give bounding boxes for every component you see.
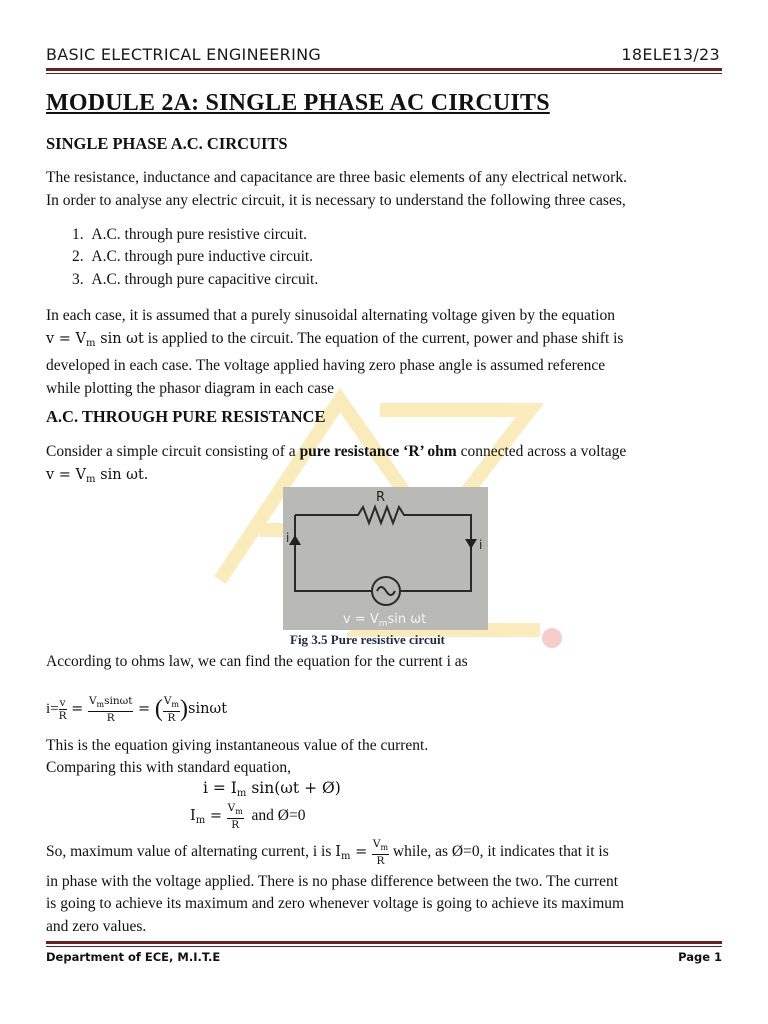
footer-rule-thin — [46, 946, 722, 947]
text-line: The resistance, inductance and capacitance are three basic elements of any electrical network. — [46, 169, 627, 186]
header-rule — [46, 68, 722, 71]
footer-page-number: Page 1 — [678, 950, 722, 964]
im-equation: $I_m$ = $\frac{V_m}{R}$ and Ø=0 — [190, 802, 306, 831]
text-line: So, maximum value of alternating current, i is $I_m$ = $\frac{V_m}{R}$ while, as Ø=0, it indicates that it is — [46, 838, 609, 867]
ohms-law-line: According to ohms law, we can find the equation for the current i as — [46, 653, 468, 670]
header-rule-thin — [46, 73, 722, 74]
text-line: developed in each case. The voltage applied having zero phase angle is assumed reference — [46, 357, 606, 374]
circuit-figure — [283, 487, 488, 630]
current-label-right: i — [479, 538, 483, 552]
header-course-title: BASIC ELECTRICAL ENGINEERING — [46, 45, 322, 64]
text-line: $v = V_m$ sin ωt. — [46, 466, 149, 485]
module-title: MODULE 2A: SINGLE PHASE AC CIRCUITS — [46, 90, 550, 116]
section-heading: SINGLE PHASE A.C. CIRCUITS — [46, 134, 288, 153]
text-line: In each case, it is assumed that a purely sinusoidal alternating voltage given by the equation — [46, 307, 616, 324]
text-line: while plotting the phasor diagram in each case — [46, 379, 334, 397]
text-line: in phase with the voltage applied. There is no phase difference between the two. The current — [46, 872, 619, 890]
circuit-diagram — [283, 487, 488, 630]
list-item: 3. A.C. through pure capacitive circuit. — [72, 271, 319, 288]
text-line: and zero values. — [46, 917, 147, 935]
text-line: Comparing this with standard equation, — [46, 759, 291, 776]
header-course-code: 18ELE13/23 — [621, 45, 720, 64]
footer-rule — [46, 941, 722, 944]
text-line: Consider a simple circuit consisting of a pure resistance ‘R’ ohm connected across a voltage — [46, 443, 627, 460]
conclusion-paragraph — [46, 838, 722, 938]
current-equation: i= $\frac{v}{R}$ = $\frac{V_m\sin\omega t}{R}$ = ( $\frac{V_m}{R}$ )sinωt — [46, 695, 228, 724]
text-line: This is the equation giving instantaneous value of the current. — [46, 737, 429, 754]
circuit-paragraph — [46, 441, 722, 491]
section-heading: A.C. THROUGH PURE RESISTANCE — [46, 407, 326, 426]
resistor-label: R — [376, 490, 386, 505]
list-item: 1. A.C. through pure resistive circuit. — [72, 226, 308, 243]
text-line: $v = V_m$ sin ωt is applied to the circuit. The equation of the current, power and phase shift is — [46, 329, 624, 349]
footer-department: Department of ECE, M.I.T.E — [46, 950, 221, 964]
current-label-left: i — [286, 531, 290, 545]
intro-paragraph — [46, 167, 722, 212]
list-item: 2. A.C. through pure inductive circuit. — [72, 248, 314, 265]
source-label: $v = V_m\sin$ ωt — [343, 612, 427, 629]
figure-caption: Fig 3.5 Pure resistive circuit — [290, 632, 445, 647]
text-line: is going to achieve its maximum and zero whenever voltage is going to achieve its maximum — [46, 895, 625, 913]
assumption-paragraph — [46, 305, 722, 400]
text-line: In order to analyse any electric circuit, it is necessary to understand the following three cases, — [46, 191, 626, 209]
standard-equation: $i = I_m$ sin(ωt + Ø) — [203, 779, 341, 799]
